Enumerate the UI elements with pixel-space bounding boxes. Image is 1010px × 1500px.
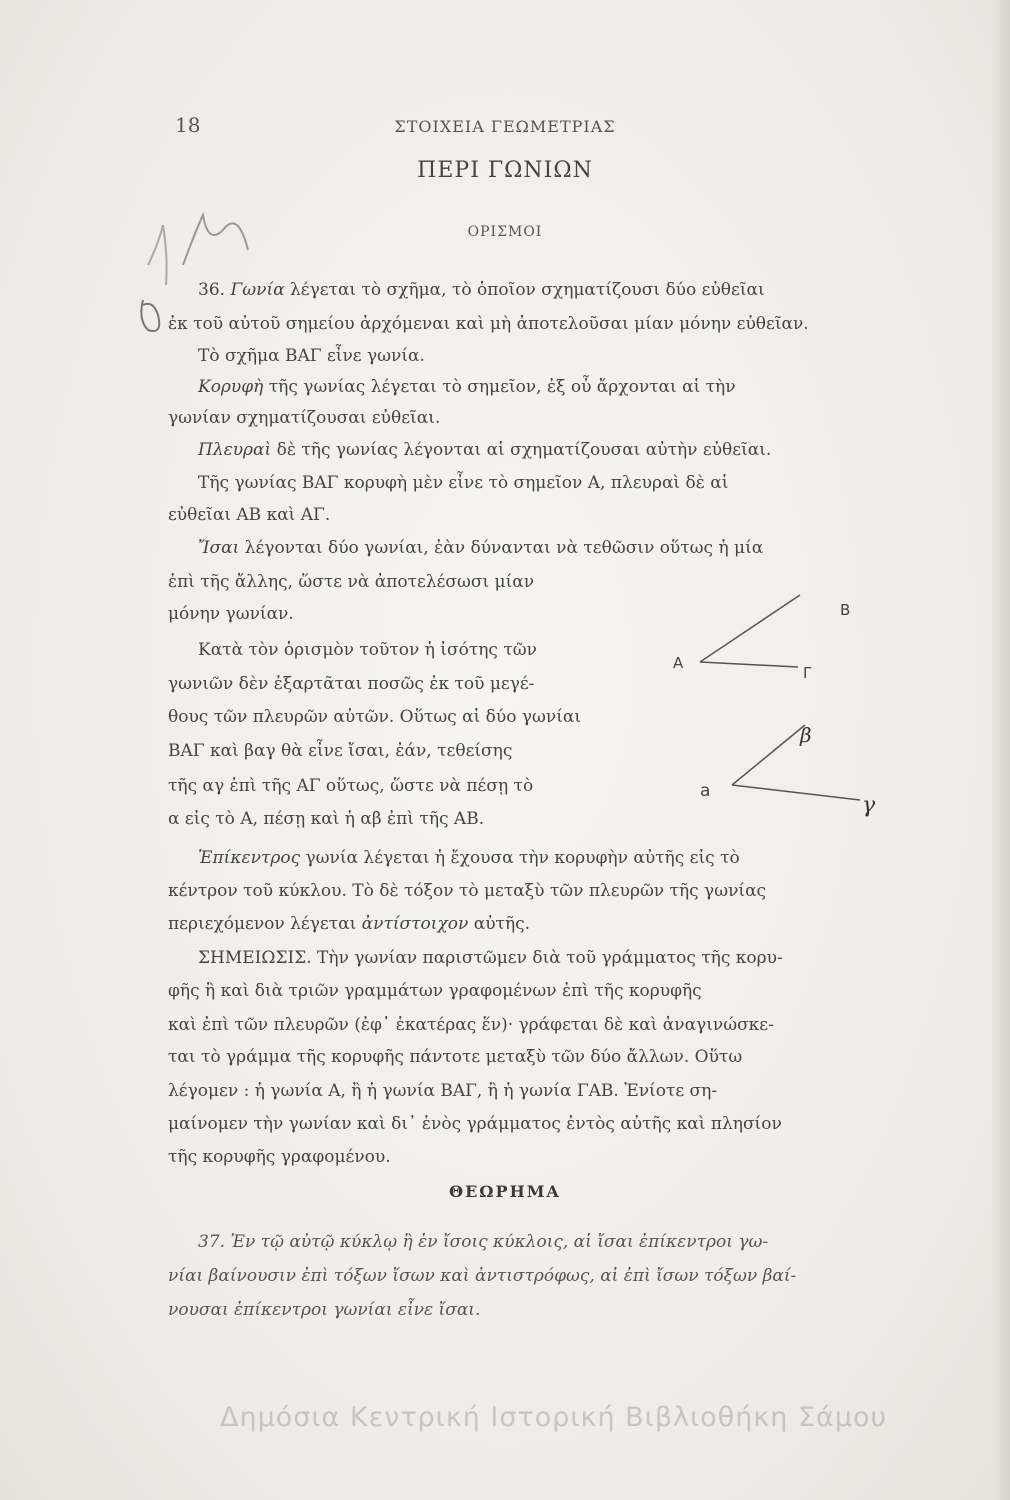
angle-diagram xyxy=(660,580,900,840)
label-A: A xyxy=(673,654,684,672)
vertex-line1: Κορυφὴ τῆς γωνίας λέγεται τὸ σημεῖον, ἐξ οὗ ἄρχονται αἱ τὴν xyxy=(198,377,736,397)
section-title: ΠΕΡΙ ΓΩΝΙΩΝ xyxy=(417,158,593,183)
theorem-line3: νουσαι ἐπίκεντροι γωνίαι εἶνε ἴσαι. xyxy=(168,1300,481,1320)
equal-line2: ἐπὶ τῆς ἄλλης, ὥστε νὰ ἀποτελέσωσι μίαν xyxy=(168,572,535,592)
label-b: β xyxy=(800,723,812,747)
ray-ab xyxy=(732,725,805,785)
section-subtitle: ΟΡΙΣΜΟΙ xyxy=(467,224,543,240)
note-line2: φῆς ἢ καὶ διὰ τριῶν γραμμάτων γραφομένων ἐπὶ τῆς κορυφῆς xyxy=(168,981,702,1001)
running-title: ΣΤΟΙΧΕΙΑ ΓΕΩΜΕΤΡΙΑΣ xyxy=(394,117,616,136)
def-line4: ΒΑΓ καὶ βαγ θὰ εἶνε ἴσαι, ἐάν, τεθείσης xyxy=(168,741,513,761)
paragraph-36-line2: ἐκ τοῦ αὐτοῦ σημείου ἀρχόμεναι καὶ μὴ ἀποτελοῦσαι μίαν μόνην εὐθεῖαν. xyxy=(168,314,809,334)
page-header xyxy=(0,113,1010,143)
note-line3: καὶ ἐπὶ τῶν πλευρῶν (ἐφ᾽ ἑκατέρας ἕν)· γράφεται δὲ καὶ ἀναγινώσκε- xyxy=(168,1015,774,1035)
note-line4: ται τὸ γράμμα τῆς κορυφῆς πάντοτε μεταξὺ τῶν δύο ἄλλων. Οὕτω xyxy=(168,1047,743,1067)
angle-figure xyxy=(660,580,900,840)
def-line5: τῆς αγ ἐπὶ τῆς ΑΓ οὕτως, ὥστε νὰ πέσῃ τὸ xyxy=(168,776,534,796)
note-line5: λέγομεν : ἡ γωνία Α, ἢ ἡ γωνία ΒΑΓ, ἢ ἡ γωνία ΓΑΒ. Ἐνίοτε ση- xyxy=(168,1081,718,1101)
central-line2: κέντρον τοῦ κύκλου. Τὸ δὲ τόξον τὸ μεταξὺ τῶν πλευρῶν τῆς γωνίας xyxy=(168,881,767,901)
page-number: 18 xyxy=(175,113,201,137)
paragraph-36-line3: Τὸ σχῆμα ΒΑΓ εἶνε γωνία. xyxy=(198,346,425,366)
example-line1: Τῆς γωνίας ΒΑΓ κορυφὴ μὲν εἶνε τὸ σημεῖον Α, πλευραὶ δὲ αἱ xyxy=(198,473,729,493)
central-line3: περιεχόμενον λέγεται ἀντίστοιχον αὐτῆς. xyxy=(168,914,531,934)
def-line3: θους τῶν πλευρῶν αὐτῶν. Οὕτως αἱ δύο γωνίαι xyxy=(168,707,582,727)
note-line7: τῆς κορυφῆς γραφομένου. xyxy=(168,1147,391,1167)
def-line1: Κατὰ τὸν ὁρισμὸν τοῦτον ἡ ἰσότης τῶν xyxy=(198,640,537,660)
paragraph-36-line1: 36. Γωνία λέγεται τὸ σχῆμα, τὸ ὁποῖον σχηματίζουσι δύο εὐθεῖαι xyxy=(198,280,765,300)
note-line6: μαίνομεν τὴν γωνίαν καὶ δι᾽ ἑνὸς γράμματος ἐντὸς αὐτῆς καὶ πλησίον xyxy=(168,1114,782,1134)
label-B: B xyxy=(840,601,851,619)
equal-line1: Ἴσαι λέγονται δύο γωνίαι, ἐὰν δύνανται νὰ τεθῶσιν οὕτως ἡ μία xyxy=(198,538,764,558)
sides-line1: Πλευραὶ δὲ τῆς γωνίας λέγονται αἱ σχηματίζουσαι αὐτὴν εὐθεῖαι. xyxy=(198,440,772,460)
example-line2: εὐθεῖαι ΑΒ καὶ ΑΓ. xyxy=(168,505,331,525)
label-g: γ xyxy=(862,793,876,818)
theorem-line1: 37. Ἐν τῷ αὐτῷ κύκλῳ ἢ ἐν ἴσοις κύκλοις, αἱ ἴσαι ἐπίκεντροι γω- xyxy=(198,1232,769,1252)
label-G: Γ xyxy=(803,664,812,682)
note-line1: ΣΗΜΕΙΩΣΙΣ. Τὴν γωνίαν παριστῶμεν διὰ τοῦ γράμματος τῆς κορυ- xyxy=(198,948,783,968)
def-line6: α εἰς τὸ Α, πέσῃ καὶ ἡ αβ ἐπὶ τῆς ΑΒ. xyxy=(168,809,485,829)
central-line1: Ἐπίκεντρος γωνία λέγεται ἡ ἔχουσα τὴν κορυφὴν αὐτῆς εἰς τὸ xyxy=(198,848,740,868)
ray-AG xyxy=(700,662,798,667)
theorem-title: ΘΕΩΡΗΜΑ xyxy=(449,1182,561,1201)
vertex-line2: γωνίαν σχηματίζουσαι εὐθεῖαι. xyxy=(168,408,441,428)
library-watermark: Δημόσια Κεντρική Ιστορική Βιβλιοθήκη Σάμου xyxy=(220,1402,888,1433)
ray-ag xyxy=(732,785,860,800)
label-a: a xyxy=(700,781,711,801)
ray-AB xyxy=(700,595,800,662)
theorem-line2: νίαι βαίνουσιν ἐπὶ τόξων ἴσων καὶ ἀντιστρόφως, αἱ ἐπὶ ἴσων τόξων βαί- xyxy=(168,1266,797,1286)
def-line2: γωνιῶν δὲν ἐξαρτᾶται ποσῶς ἐκ τοῦ μεγέ- xyxy=(168,674,535,694)
equal-line3: μόνην γωνίαν. xyxy=(168,604,294,624)
